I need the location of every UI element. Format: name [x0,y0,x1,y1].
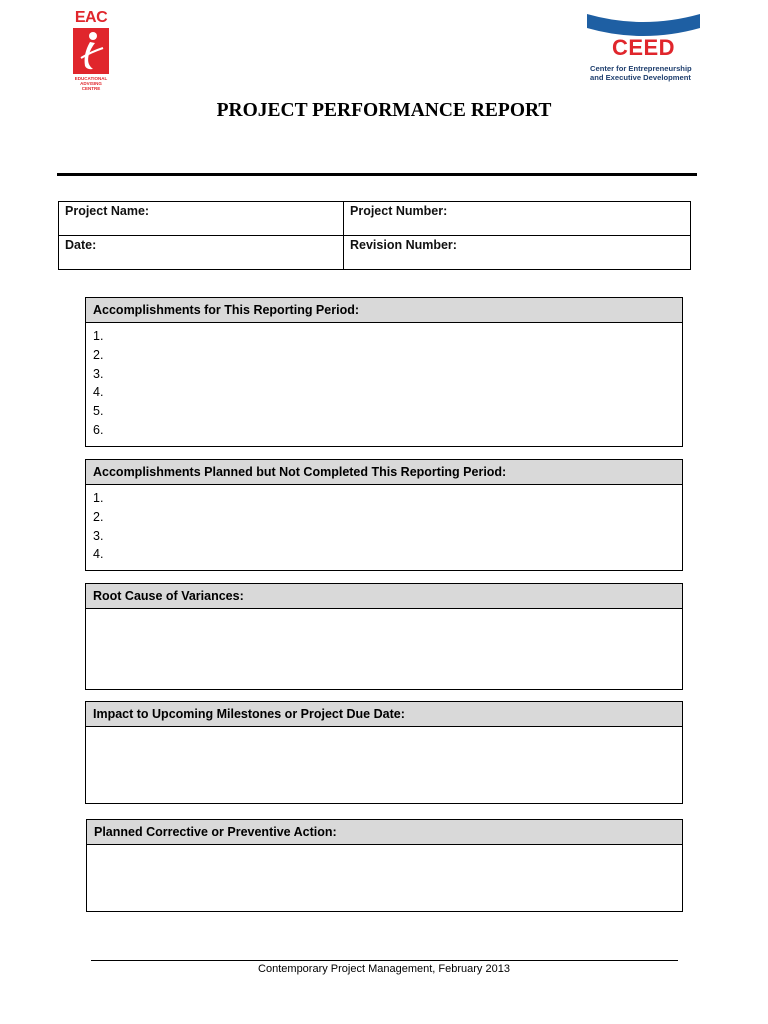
section-heading: Accomplishments for This Reporting Period: [86,298,682,323]
not-completed-entry-area[interactable] [86,485,682,564]
table-row [59,236,691,270]
list-item: 4. [93,385,104,400]
not-completed-section [85,459,683,571]
eac-logo [70,10,112,92]
section-heading: Impact to Upcoming Milestones or Project Due Date: [86,702,682,727]
list-item: 3. [93,528,104,543]
accomplishments-entry-area[interactable] [86,323,682,440]
accomplishments-list [93,327,682,440]
revision-number-field[interactable] [344,236,691,270]
eac-subtitle-line: CENTRE [81,86,101,91]
not-completed-list [93,489,682,564]
title-divider [57,173,697,176]
project-name-field[interactable] [59,202,344,236]
eac-subtitle-line: ADVISING [80,81,102,86]
ceed-tagline-line: and Executive Development [590,73,691,82]
project-info-table [58,201,691,270]
ceed-logo-tagline [590,64,702,82]
root-cause-entry-area[interactable] [86,609,682,613]
eac-logo-subtitle [70,76,112,91]
project-number-label: Project Number: [350,204,448,218]
list-item: 3. [93,366,104,381]
eac-subtitle-line: EDUCATIONAL [74,76,108,81]
section-heading: Planned Corrective or Preventive Action: [87,820,682,845]
list-item: 5. [93,404,104,419]
list-item: 1. [93,491,104,505]
eac-logo-word: EAC [74,9,108,26]
list-item: 4. [93,547,104,562]
date-field[interactable] [59,236,344,270]
footer-divider [91,960,678,961]
page-footer: Contemporary Project Management, February 2013 [258,963,510,975]
ceed-logo-word: CEED [611,35,676,60]
ceed-tagline-line: Center for Entrepreneurship [590,64,692,73]
root-cause-section [85,583,683,690]
table-row [59,202,691,236]
date-label: Date: [65,238,97,252]
revision-number-label: Revision Number: [350,238,457,252]
list-item: 6. [93,422,104,437]
list-item: 2. [93,347,104,362]
list-item: 1. [93,329,104,343]
eac-emblem-icon [73,28,109,74]
page-title: PROJECT PERFORMANCE REPORT [216,100,552,121]
section-heading: Root Cause of Variances: [86,584,682,609]
corrective-action-entry-area[interactable] [87,845,682,849]
impact-section [85,701,683,804]
project-name-label: Project Name: [65,204,150,218]
accomplishments-section [85,297,683,447]
project-number-field[interactable] [344,202,691,236]
corrective-action-section [86,819,683,912]
section-heading: Accomplishments Planned but Not Completed This Reporting Period: [86,460,682,485]
list-item: 2. [93,509,104,524]
impact-entry-area[interactable] [86,727,682,731]
ceed-logo [587,14,702,86]
